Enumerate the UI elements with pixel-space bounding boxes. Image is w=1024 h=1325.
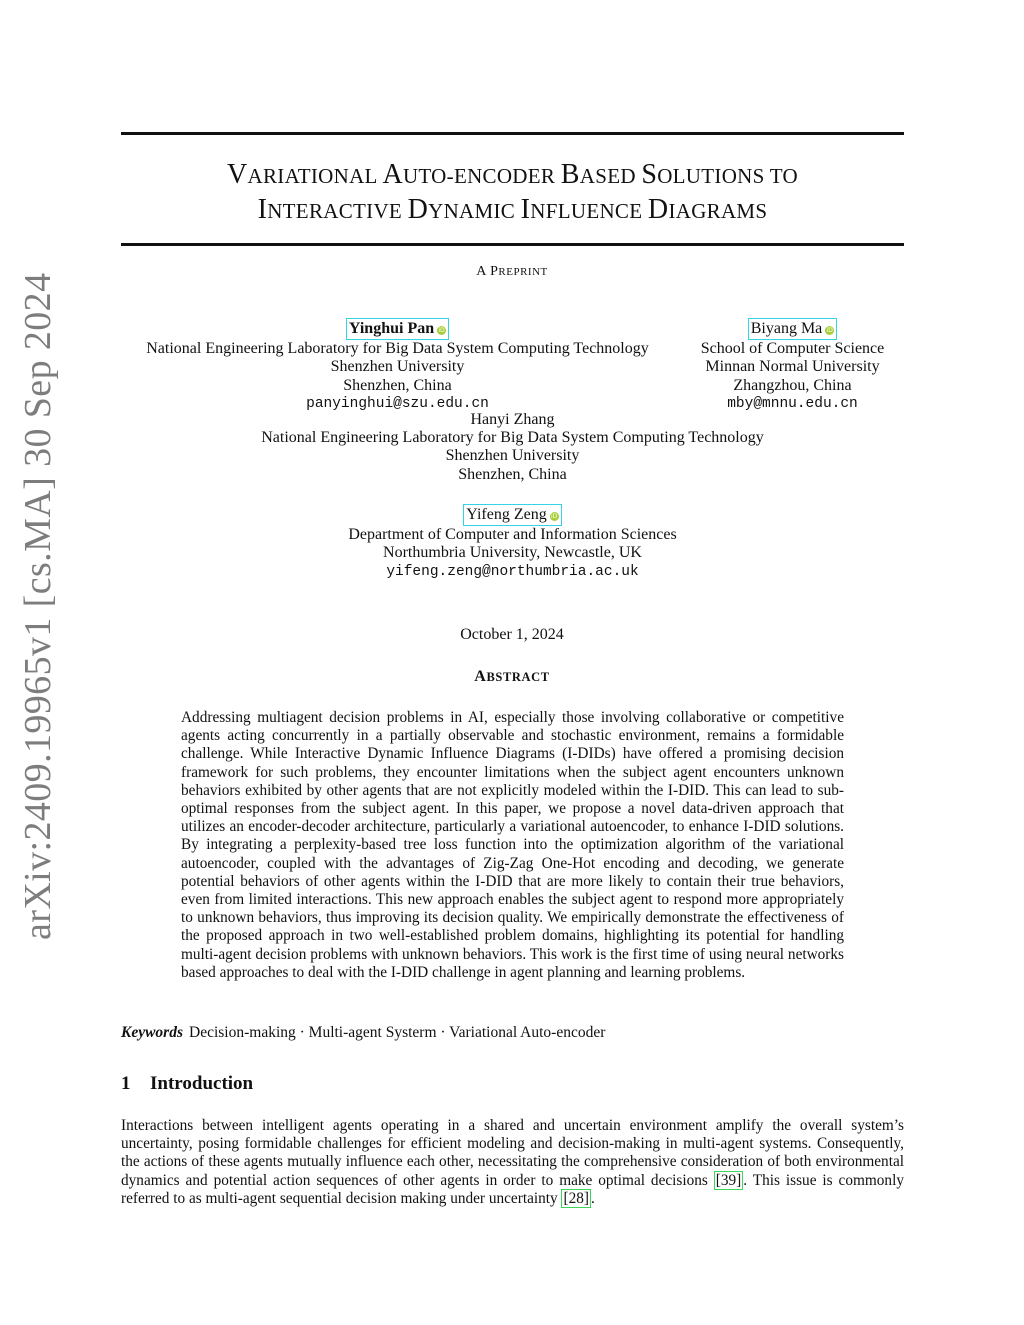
keywords-label: Keywords — [121, 1024, 183, 1041]
author-email[interactable]: yifeng.zeng@northumbria.ac.uk — [386, 563, 639, 580]
title-line-2: INTERACTIVE DYNAMIC INFLUENCE DIAGRAMS — [257, 194, 768, 225]
author-name: Hanyi Zhang — [470, 411, 555, 428]
author-affiliation: National Engineering Laboratory for Big Data System Computing Technology — [261, 429, 764, 447]
paper-title — [121, 158, 904, 228]
author-university: Shenzhen University — [445, 447, 580, 465]
author-email[interactable]: panyinghui@szu.edu.cn — [306, 395, 489, 412]
author-university: Northumbria University, Newcastle, UK — [383, 544, 642, 562]
author-affiliation: National Engineering Laboratory for Big Data System Computing Technology — [146, 340, 649, 358]
author-university: Minnan Normal University — [705, 358, 880, 376]
bottom-title-rule — [121, 243, 904, 246]
keywords-line — [121, 1024, 605, 1042]
author-affiliation: School of Computer Science — [700, 340, 885, 358]
citation-link[interactable]: [28] — [563, 1189, 589, 1207]
top-rule — [121, 132, 904, 135]
publication-date: October 1, 2024 — [460, 626, 564, 643]
author-location: Shenzhen, China — [458, 465, 567, 483]
author-name-link[interactable]: Yifeng Zeng iD — [463, 504, 561, 526]
arxiv-sidebar-stamp: arXiv:2409.19965v1 [cs.MA] 30 Sep 2024 — [17, 272, 59, 940]
author-block-zeng — [121, 504, 904, 581]
abstract-heading: ABSTRACT — [474, 668, 550, 685]
author-name-link[interactable]: Yinghui Pan iD — [346, 318, 449, 340]
title-line-1: VARIATIONAL AUTO-ENCODER BASED SOLUTIONS TO — [226, 159, 798, 190]
orcid-icon[interactable]: iD — [551, 513, 558, 520]
author-block-ma — [690, 318, 895, 413]
author-location: Shenzhen, China — [343, 376, 452, 394]
orcid-icon[interactable]: iD — [826, 327, 833, 334]
author-name-link[interactable]: Biyang Ma iD — [748, 318, 838, 340]
author-block-zhang — [121, 411, 904, 484]
section-heading-introduction: 1 Introduction — [121, 1073, 254, 1094]
preprint-label: A PREPRINT — [476, 264, 548, 279]
author-affiliation: Department of Computer and Information Sciences — [348, 526, 677, 544]
orcid-icon[interactable]: iD — [438, 327, 445, 334]
abstract-body: Addressing multiagent decision problems in AI, especially those involving collaborative or competitive agents acting concurrently in a partially observable and stochastic environment, remains a formidable challenge. While Interactive Dynamic Influence Diagrams (I-DIDs) have offered a promising decision framework for such problems, they encounter limitations when the subject agent encounters unknown behaviors exhibited by other agents that are not explicitly modeled within the I-DID. This can lead to sub-optimal responses from the subject agent. In this paper, we propose a novel data-driven approach that utilizes an encoder-decoder architecture, particularly a variational autoencoder, to enhance I-DID solutions. By integrating a perplexity-based tree loss function into the optimization algorithm of the variational autoencoder, coupled with the advantages of Zig-Zag One-Hot encoding and decoding, we generate potential behaviors of other agents within the I-DID that are more likely to contain their true behaviors, even from limited interactions. This new approach enables the subject agent to respond more appropriately to unknown behaviors, thus improving its decision quality. We empirically demonstrate the effectiveness of the proposed approach in two well-established problem domains, highlighting its potential for handling multi-agent decision problems with unknown behaviors. This work is the first time of using neural networks based approaches to deal with the I-DID challenge in agent planning and learning problems. — [181, 709, 844, 981]
keywords-text: Decision-making · Multi-agent Systerm · Variational Auto-encoder — [189, 1024, 606, 1041]
author-university: Shenzhen University — [330, 358, 465, 376]
author-location: Zhangzhou, China — [733, 376, 852, 394]
citation-link[interactable]: [39] — [715, 1171, 742, 1189]
introduction-paragraph: Interactions between intelligent agents operating in a shared and uncertain environment amplify the overall system’s uncertainty, posing formidable challenges for efficient modeling and decision-making in multi-agent systems. Consequently, the actions of these agents mutually influence each other, necessitating the comprehensive consideration of both environmental dynamics and potential action sequences of other agents in order to make optimal decisions [39] . This issue is commonly referred to as multi-agent sequential decision making under uncertainty [28] . — [121, 1117, 904, 1207]
author-block-pan — [121, 318, 674, 413]
author-email[interactable]: mby@mnnu.edu.cn — [727, 395, 858, 412]
